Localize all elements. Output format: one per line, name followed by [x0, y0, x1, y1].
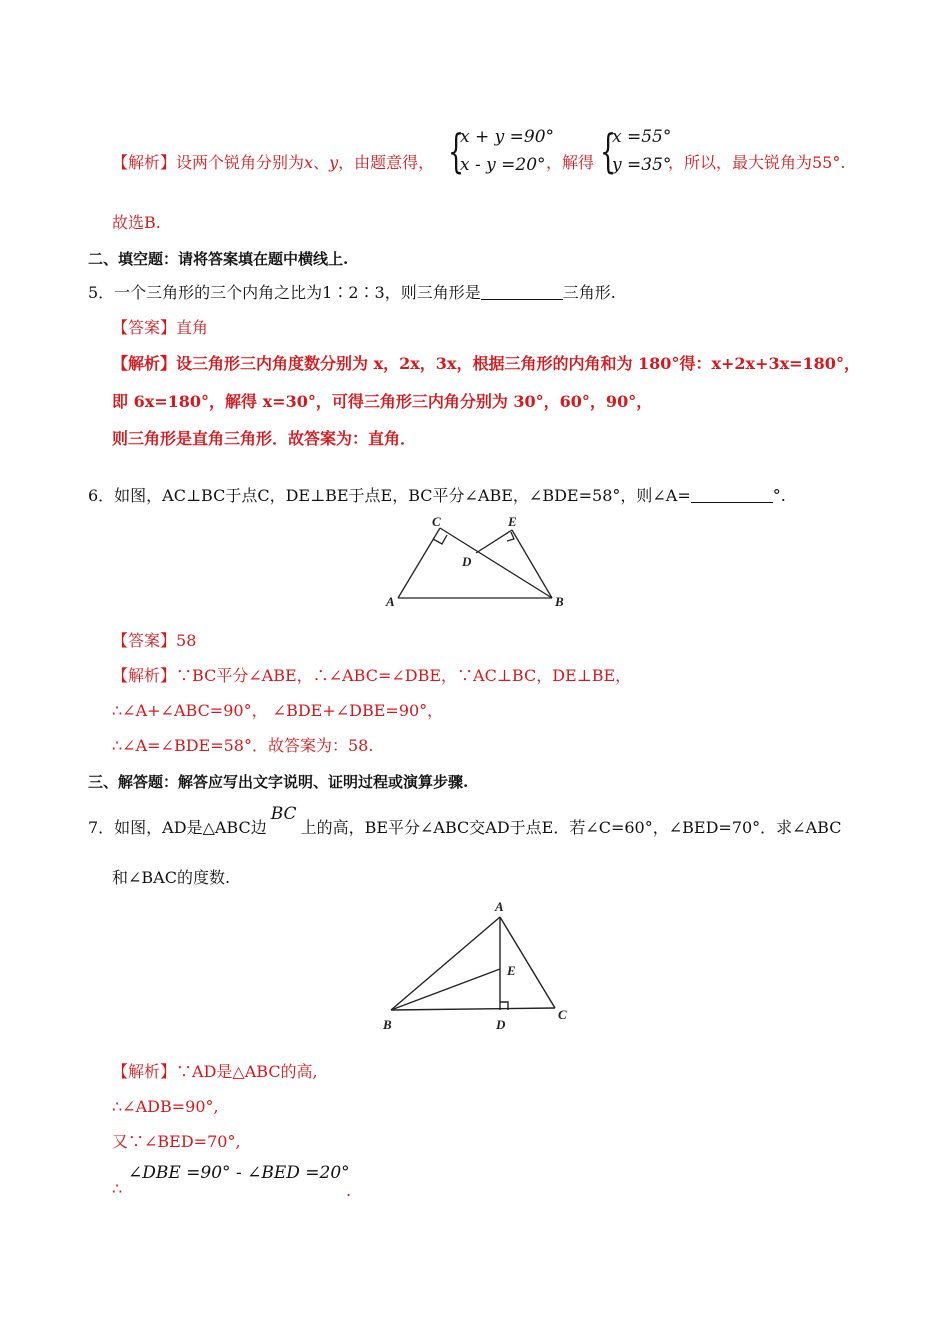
q6-label-A: A	[386, 594, 395, 609]
q4-system1-eq2: x - y =20°	[460, 155, 546, 175]
q5-analysis-line2: 即 6x=180°，解得 x=30°，可得三角形三内角分别为 30°，60°，90°，	[112, 392, 653, 411]
q7-label-C: C	[558, 1007, 567, 1022]
q5-analysis-line3: 则三角形是直角三角形．故答案为：直角．	[112, 429, 417, 448]
q7-question-line2: 和∠BAC的度数.	[112, 868, 231, 887]
q7-therefore: ∴	[112, 1179, 123, 1198]
q6-segment-DE	[476, 530, 512, 553]
q7-label-E: E	[507, 963, 516, 978]
q4-system1-brace: {	[448, 124, 465, 178]
q6-right-angle-E	[507, 532, 514, 541]
q7-segment-BC	[391, 1008, 555, 1010]
q6-analysis-line1: 【解析】∵BC平分∠ABE，∴∠ABC=∠DBE，∵AC⊥BC，DE⊥BE，	[112, 666, 632, 685]
q7-label-D: D	[496, 1017, 506, 1032]
q6-segment-AC	[398, 528, 440, 598]
q6-answer-blank	[691, 486, 773, 503]
q7-formula: ∠DBE =90° - ∠BED =20°	[128, 1163, 350, 1183]
q4-system2-eq2: y =35°	[612, 155, 672, 175]
q7-side-bc: BC	[270, 804, 297, 824]
q7-label-A: A	[495, 899, 504, 914]
q4-text3: ，解得	[546, 153, 595, 172]
q6-question: 6．如图，AC⊥BC于点C，DE⊥BE于点E，BC平分∠ABE，∠BDE=58°，则∠A= °.	[88, 486, 786, 505]
q5-analysis-line1: 【解析】设三角形三内角度数分别为 x，2x，3x，根据三角形的内角和为 180°得：x+2x+3x=180°，	[112, 354, 860, 373]
q7-analysis-line2: ∴∠ADB=90°,	[112, 1097, 219, 1116]
q5-answer-blank	[481, 283, 563, 300]
q4-system2-brace: {	[600, 124, 617, 178]
section3-title: 三、解答题：解答应写出文字说明、证明过程或演算步骤.	[88, 773, 469, 791]
q6-segment-EB	[512, 530, 552, 598]
q6-label-B: B	[555, 594, 564, 609]
q5-answer: 【答案】直角	[112, 318, 209, 337]
q6-label-D: D	[462, 554, 472, 569]
q7-figure	[375, 895, 575, 1035]
q7-question-line1: 7．如图，AD是△ABC边BC上的高，BE平分∠ABC交AD于点E．若∠C=60°，∠BED=70°．求∠ABC	[88, 804, 842, 837]
q7-analysis-line3: 又∵∠BED=70°,	[112, 1132, 241, 1151]
q5-question: 5．一个三角形的三个内角之比为1∶2∶3，则三角形是 三角形.	[88, 283, 616, 302]
q6-segment-CB	[440, 528, 552, 598]
section2-title: 二、填空题：请将答案填在题中横线上.	[88, 250, 349, 268]
q6-label-E: E	[508, 514, 517, 529]
q7-formula-end: .	[346, 1181, 352, 1200]
q7-label-B: B	[383, 1017, 392, 1032]
q4-system2-eq1: x =55°	[612, 127, 672, 147]
q4-system1-eq1: x + y =90°	[460, 127, 555, 147]
q7-analysis-line1: 【解析】∵AD是△ABC的高,	[112, 1062, 318, 1081]
q7-segment-BE	[391, 969, 500, 1010]
q6-analysis-line2: ∴∠A+∠ABC=90°， ∠BDE+∠DBE=90°，	[112, 701, 444, 720]
q4-text4: ，所以，最大锐角为55°.	[668, 153, 846, 172]
q6-figure	[380, 510, 580, 615]
q4-analysis-label: 【解析】	[112, 153, 177, 172]
q6-analysis-line3: ∴∠A=∠BDE=58°．故答案为：58.	[112, 736, 374, 755]
q7-segment-AB	[391, 917, 500, 1010]
q6-label-C: C	[432, 514, 441, 529]
q4-choice: 故选B.	[112, 213, 161, 232]
q6-answer: 【答案】58	[112, 631, 197, 650]
q4-analysis-line: 【解析】设两个锐角分别为x、y，由题意得，	[112, 153, 435, 172]
